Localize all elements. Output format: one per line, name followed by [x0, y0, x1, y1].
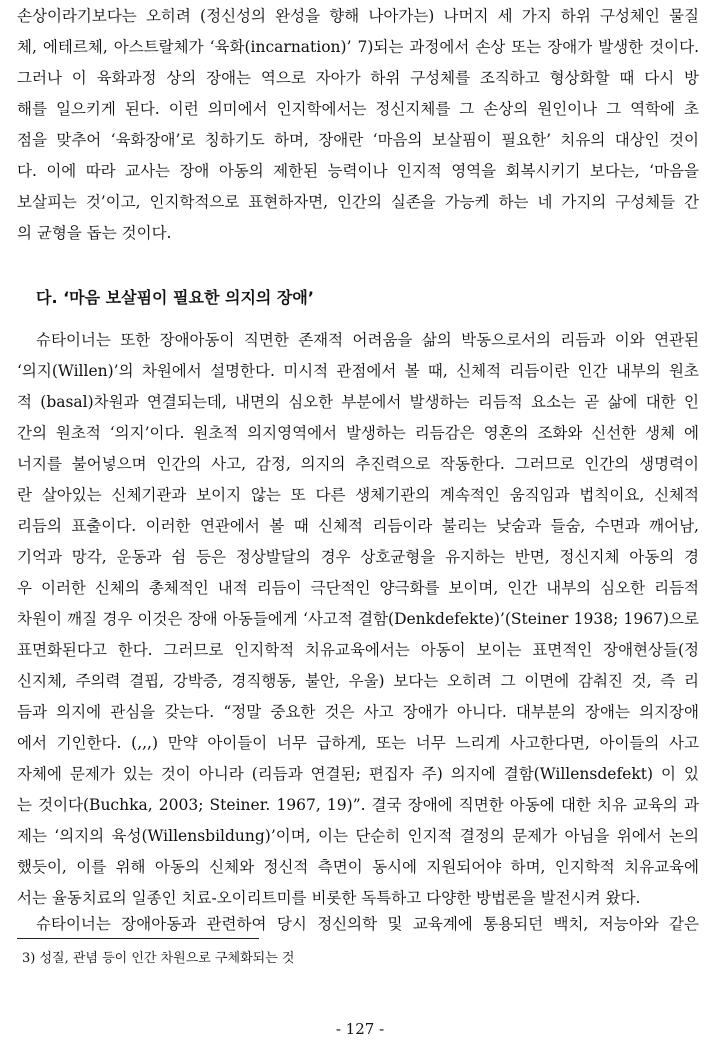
paragraph-2-line: 표면화된다고 한다. 그러므로 인지학적 치유교육에서는 아동이 보이는 표면적인 장애현상들(정	[17, 641, 699, 659]
paragraph-3-line: 슈타이너는 장애아동과 관련하여 당시 정신의학 및 교육계에 통용되던 백치, 저능아와 같은	[36, 915, 699, 933]
paragraph-2-line: 적 (basal)차원과 연결되는데, 내면의 심오한 부분에서 발생하는 리듬적 요소는 곧 삶에 대한 인	[17, 393, 699, 411]
paragraph-2-line: 서는 율동치료의 일종인 치료-오이리트미를 비롯한 독특하고 다양한 방법론을 발전시켜 왔다.	[17, 889, 641, 907]
paragraph-2-line: 기억과 망각, 운동과 쉼 등은 정상발달의 경우 상호균형을 유지하는 반면, 정신지체 아동의 경	[17, 548, 699, 566]
paragraph-2-line: ‘의지(Willen)’의 차원에서 설명한다. 미시적 관점에서 볼 때, 신체적 리듬이란 인간 내부의 원초	[17, 362, 699, 380]
footnote-divider	[17, 938, 259, 939]
paragraph-1-line: 그러나 이 육화과정 상의 장애는 역으로 자아가 하위 구성체를 조직하고 형상화할 때 다시 방	[17, 69, 699, 87]
paragraph-2-line: 란 살아있는 신체기관과 보이지 않는 또 다른 생체기관의 계속적인 움직임과 법칙이요, 신체적	[17, 486, 699, 504]
paragraph-2-line: 슈타이너는 또한 장애아동이 직면한 존재적 어려움을 삶의 박동으로서의 리듬과 이와 연관된	[36, 331, 699, 349]
paragraph-1-line: 손상이라기보다는 오히려 (정신성의 완성을 향해 나아가는) 나머지 세 가지 하위 구성체인 물질	[17, 7, 699, 25]
paragraph-1-line: 해를 일으키게 된다. 이런 의미에서 인지학에서는 정신지체를 그 손상의 원인이나 그 역학에 초	[17, 100, 699, 118]
paragraph-2-line: 너지를 불어넣으며 인간의 사고, 감정, 의지의 추진력으로 작동한다. 그러므로 인간의 생명력이	[17, 455, 699, 473]
section-heading: 다. ‘마음 보살핌이 필요한 의지의 장애’	[36, 288, 314, 307]
paragraph-2-line: 자체에 문제가 있는 것이 아니라 (리듬과 연결된; 편집자 주) 의지에 결함(Willensdefekt) 이 있	[17, 765, 699, 783]
paragraph-2-line: 간의 원초적 ‘의지’이다. 원초적 의지영역에서 발생하는 리듬감은 영혼의 조화와 신선한 생체 에	[17, 424, 699, 442]
paragraph-2-line: 에서 기인한다. (,,,) 만약 아이들이 너무 급하게, 또는 너무 느리게 사고한다면, 아이들의 사고	[17, 734, 699, 752]
paragraph-2-line: 차원이 깨질 경우 이것은 장애 아동들에게 ‘사고적 결함(Denkdefekte)’(Steiner 1938; 1967)으로	[17, 610, 699, 628]
footnote: 3) 성질, 관념 등이 인간 차원으로 구체화되는 것	[22, 951, 295, 966]
paragraph-1-line: 의 균형을 돕는 것이다.	[17, 224, 172, 242]
paragraph-2-line: 제는 ‘의지의 육성(Willensbildung)’이며, 이는 단순히 인지적 결정의 문제가 아님을 위에서 논의	[17, 827, 699, 845]
paragraph-1-line: 다. 이에 따라 교사는 장애 아동의 제한된 능력이나 인지적 영역을 회복시키기 보다는, ‘마음을	[17, 162, 699, 180]
paragraph-2-line: 했듯이, 이를 위해 아동의 신체와 정신적 측면이 동시에 지원되어야 하며, 인지학적 치유교육에	[17, 858, 699, 876]
paragraph-2-line: 리듬의 표출이다. 이러한 연관에서 볼 때 신체적 리듬이라 불리는 낮숨과 들숨, 수면과 깨어남,	[17, 517, 699, 535]
paragraph-2-line: 는 것이다(Buchka, 2003; Steiner. 1967, 19)”. 결국 장애에 직면한 아동에 대한 치유 교육의 과	[17, 796, 699, 814]
paragraph-1-line: 체, 에테르체, 아스트랄체가 ‘육화(incarnation)’ 7)되는 과정에서 손상 또는 장애가 발생한 것이다.	[17, 38, 699, 56]
paragraph-2-line: 듬과 의지에 관심을 갖는다. “정말 중요한 것은 사고 장애가 아니다. 대부분의 장애는 의지장애	[17, 703, 699, 721]
paragraph-2-line: 우 이러한 신체의 총체적인 내적 리듬이 극단적인 양극화를 보이며, 인간 내부의 심오한 리듬적	[17, 579, 699, 597]
paragraph-2-line: 신지체, 주의력 결핍, 강박증, 경직행동, 불안, 우울) 보다는 오히려 그 이면에 감춰진 것, 즉 리	[17, 672, 699, 690]
page-number: - 127 -	[335, 1020, 385, 1038]
paragraph-1-line: 보살피는 것’이고, 인지학적으로 표현하자면, 인간의 실존을 가능케 하는 네 가지의 구성체들 간	[17, 193, 699, 211]
paragraph-1-line: 점을 맞추어 ‘육화장애’로 칭하기도 하며, 장애란 ‘마음의 보살핌이 필요한’ 치유의 대상인 것이	[17, 131, 699, 149]
